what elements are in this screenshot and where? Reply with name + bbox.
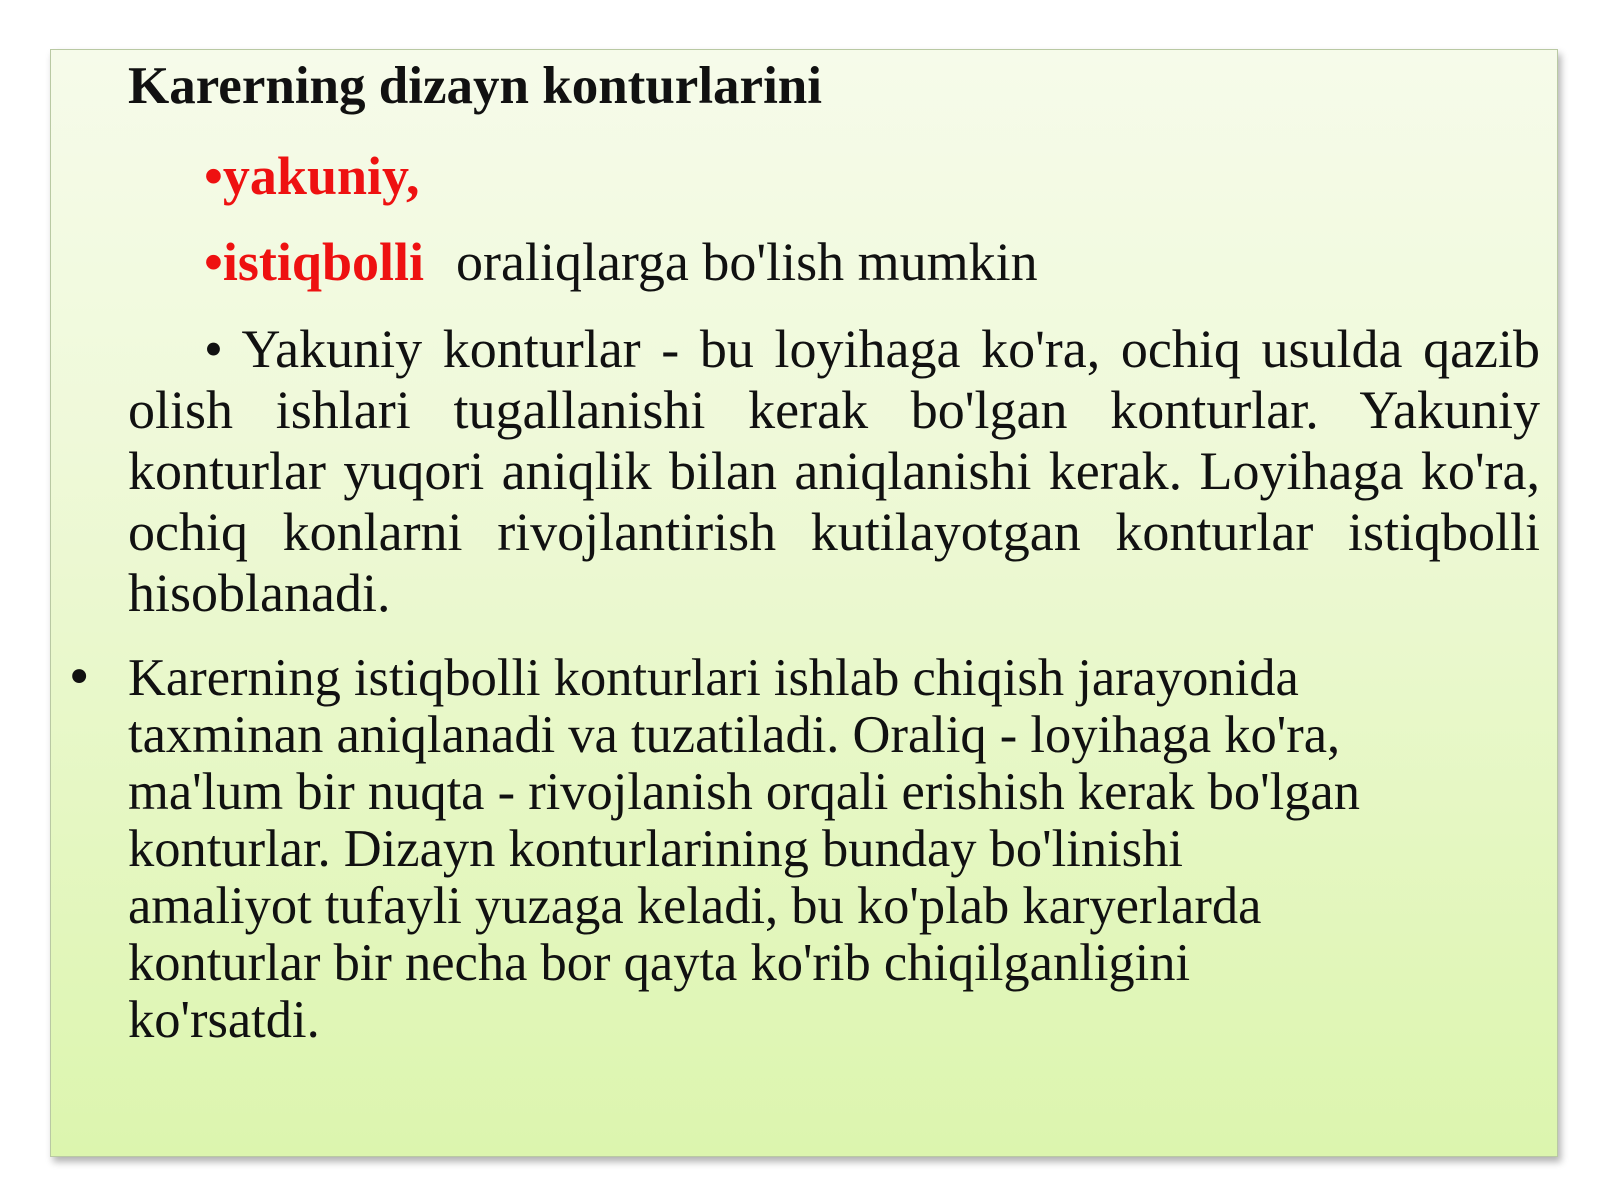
paragraph-line: ma'lum bir nuqta - rivojlanish orqali erishish kerak bo'lgan [128,763,1360,821]
list-item-text: oraliqlarga bo'lish mumkin [455,232,1038,292]
paragraph-line: ko'rsatdi. [128,991,320,1049]
bullet-dot: • [204,232,223,292]
paragraph-line: konturlar. Dizayn konturlarining bunday bo'linishi [128,820,1183,878]
bullet-dot: • [204,146,223,206]
highlight-term-yakuniy: yakuniy, [222,146,420,206]
slide-title: Karerning dizayn konturlarini [128,57,822,115]
slide-panel [50,49,1558,1157]
paragraph-final-contours [128,319,1540,624]
paragraph-line: Karerning istiqbolli konturlari ishlab chiqish jarayonida [128,649,1299,707]
list-item-istiqbolli [204,231,1038,293]
paragraph-text: Yakuniy konturlar - bu loyihaga ko'ra, ochiq usulda qazib olish ishlari tugallanishi kerak bo'lgan konturlar. Yakuniy konturlar yuqori aniqlik bilan aniqlanishi kerak. Loyihaga ko'ra, ochiq konlarni rivojlantirish kutilayotgan konturlar istiqbolli hisoblanadi. [128,319,1541,623]
paragraph-line: amaliyot tufayli yuzaga keladi, bu ko'plab karyerlarda [128,877,1262,935]
bullet-dot: • [65,650,94,706]
paragraph-line: taxminan aniqlanadi va tuzatiladi. Oraliq - loyihaga ko'ra, [128,706,1341,764]
list-item-yakuniy [204,145,420,207]
highlight-term-istiqbolli: istiqbolli [222,232,424,292]
paragraph-line: konturlar bir necha bor qayta ko'rib chiqilganligini [128,934,1191,992]
bullet-dot: • [204,319,223,379]
paragraph-prospective-contours [128,650,1548,1049]
